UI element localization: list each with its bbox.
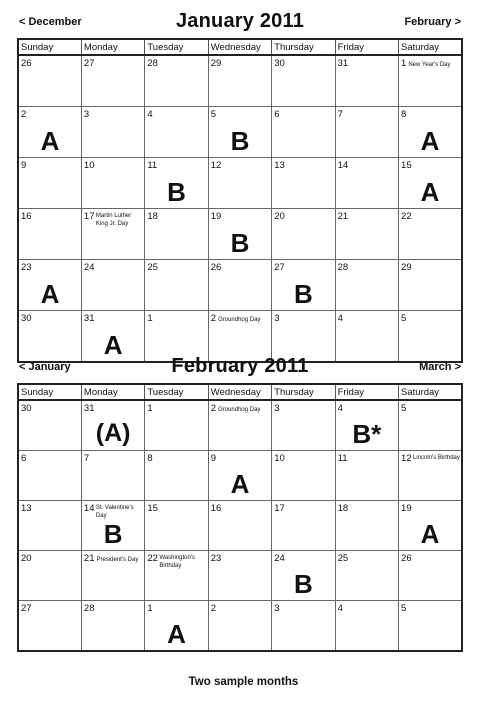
day-number (147, 160, 157, 171)
day-number-text: 27 (274, 262, 285, 273)
day-number (84, 553, 138, 565)
day-number-text: 21 (83, 553, 95, 564)
handwritten-mark: B (103, 519, 123, 549)
day-number (338, 603, 343, 614)
day-number-text: 19 (210, 211, 222, 222)
day-number-text: 20 (274, 211, 285, 222)
day-number-text: 17 (274, 503, 285, 514)
day-number-text: 2 (210, 403, 217, 414)
day-number (338, 160, 349, 171)
day-number (21, 160, 26, 171)
day-cell[interactable] (399, 107, 462, 158)
day-cell[interactable] (81, 209, 144, 260)
day-number (147, 58, 158, 69)
day-number-text: 25 (147, 262, 158, 273)
day-cell[interactable] (81, 501, 144, 551)
weekday-header-row (18, 384, 462, 400)
day-number-text: 16 (210, 503, 222, 514)
day-number (21, 211, 32, 222)
day-number (274, 109, 279, 120)
day-number-text: 30 (274, 58, 285, 69)
day-number (401, 211, 412, 222)
day-number-text: 18 (337, 503, 349, 514)
day-number-text: 26 (401, 553, 412, 564)
day-cell[interactable] (399, 400, 462, 451)
calendar-grid (17, 383, 463, 652)
day-cell[interactable] (145, 451, 208, 501)
handwritten-mark: A (167, 619, 186, 649)
weekday-label: Friday (335, 384, 398, 400)
day-cell[interactable] (145, 55, 208, 107)
weekday-header-row (18, 39, 462, 55)
next-month-link[interactable]: February > (404, 16, 461, 28)
day-cell[interactable] (399, 451, 462, 501)
day-number (338, 503, 349, 514)
day-number (147, 109, 152, 120)
day-cell[interactable] (208, 107, 271, 158)
day-cell[interactable] (272, 501, 335, 551)
day-number (401, 160, 412, 171)
day-number (84, 453, 89, 464)
day-number-text: 19 (401, 503, 412, 514)
day-number-text: 7 (83, 453, 90, 464)
day-number (338, 453, 348, 464)
weekday-label: Wednesday (208, 384, 271, 400)
weekday-label: Saturday (399, 384, 462, 400)
day-number-text: 4 (337, 603, 343, 614)
day-number-text: 6 (21, 453, 27, 464)
holiday-label: St. Valentine's Day (95, 505, 134, 519)
day-number-text: 5 (401, 313, 407, 324)
day-number (211, 109, 216, 120)
day-number (211, 262, 222, 273)
day-number (21, 453, 26, 464)
week-row (18, 209, 462, 260)
day-number-text: 20 (21, 553, 32, 564)
handwritten-mark: A (420, 177, 440, 207)
day-number-text: 29 (210, 58, 222, 69)
handwritten-mark: B (294, 569, 313, 599)
day-cell[interactable] (335, 260, 398, 311)
holiday-label: President's Day (96, 557, 139, 563)
day-number (211, 211, 222, 222)
day-number-text: 5 (401, 403, 407, 414)
day-number (401, 403, 406, 414)
day-cell[interactable] (335, 209, 398, 260)
day-number-text: 31 (83, 313, 95, 324)
day-number (21, 503, 32, 514)
day-number (211, 313, 261, 325)
day-number-text: 16 (21, 211, 32, 222)
day-number (211, 58, 222, 69)
day-number (274, 58, 285, 69)
day-cell[interactable] (18, 400, 81, 451)
day-cell[interactable] (272, 209, 335, 260)
prev-month-link[interactable]: < January (19, 361, 71, 373)
day-number (21, 109, 26, 120)
day-number-text: 31 (83, 403, 95, 414)
day-number (21, 58, 32, 69)
calendar-header (17, 355, 463, 383)
weekday-label: Wednesday (208, 39, 271, 55)
day-number (21, 403, 32, 414)
day-number-text: 4 (147, 109, 153, 120)
weekday-label: Thursday (272, 39, 335, 55)
day-cell[interactable] (81, 551, 144, 601)
day-cell[interactable] (18, 551, 81, 601)
holiday-label: Washington's Birthday (159, 555, 195, 569)
day-number-text: 1 (147, 603, 153, 614)
day-number-text: 2 (210, 313, 217, 324)
day-number (211, 603, 216, 614)
day-number-text: 5 (210, 109, 217, 120)
day-number-text: 6 (274, 109, 280, 120)
day-number-text: 30 (21, 313, 32, 324)
month-title: January 2011 (175, 10, 305, 32)
day-number (84, 603, 95, 614)
day-cell[interactable] (399, 551, 462, 601)
handwritten-mark: B (230, 126, 250, 156)
week-row (18, 107, 462, 158)
day-number-text: 13 (21, 503, 32, 514)
day-number-text: 23 (21, 262, 32, 273)
day-number-text: 28 (147, 58, 158, 69)
handwritten-mark: A (40, 279, 60, 309)
day-number-text: 28 (83, 603, 95, 614)
day-number (338, 58, 349, 69)
handwritten-mark: A (420, 126, 440, 156)
day-cell[interactable] (81, 158, 144, 209)
day-cell[interactable] (145, 601, 208, 652)
day-cell[interactable] (272, 158, 335, 209)
week-row (18, 55, 462, 107)
week-row (18, 260, 462, 311)
day-number (147, 211, 158, 222)
day-number (274, 603, 279, 614)
weekday-label: Saturday (399, 39, 462, 55)
day-cell[interactable] (208, 601, 271, 652)
day-number-text: 12 (210, 160, 222, 171)
day-cell[interactable] (272, 551, 335, 601)
handwritten-mark: B (230, 228, 250, 258)
month-title: February 2011 (171, 355, 309, 377)
day-number-text: 15 (401, 160, 412, 171)
day-number (211, 453, 216, 464)
day-cell[interactable] (399, 209, 462, 260)
day-cell[interactable] (145, 107, 208, 158)
day-cell[interactable] (335, 400, 398, 451)
day-cell[interactable] (208, 55, 271, 107)
week-row (18, 400, 462, 451)
handwritten-mark: A (230, 469, 250, 499)
day-cell[interactable] (335, 158, 398, 209)
day-number-text: 1 (147, 313, 153, 324)
day-number-text: 18 (147, 211, 158, 222)
day-number-text: 29 (401, 262, 412, 273)
day-cell[interactable] (81, 400, 144, 451)
day-cell[interactable] (272, 55, 335, 107)
day-cell[interactable] (335, 55, 398, 107)
day-number-text: 10 (83, 160, 95, 171)
day-number-text: 7 (337, 109, 343, 120)
day-number-text: 8 (401, 109, 407, 120)
day-number-text: 3 (274, 603, 280, 614)
day-cell[interactable] (145, 209, 208, 260)
handwritten-mark: A (40, 126, 60, 156)
day-number-text: 21 (337, 211, 349, 222)
day-cell[interactable] (18, 107, 81, 158)
day-number-text: 25 (337, 553, 349, 564)
day-number (274, 313, 279, 324)
handwritten-mark: A (103, 330, 123, 360)
handwritten-mark: B (294, 279, 313, 309)
day-number (401, 313, 406, 324)
day-number-text: 22 (401, 211, 412, 222)
day-number-text: 26 (210, 262, 222, 273)
handwritten-mark: A (420, 519, 440, 549)
day-number-text: 3 (83, 109, 90, 120)
day-number (338, 553, 349, 564)
day-cell[interactable] (335, 601, 398, 652)
day-cell[interactable] (18, 451, 81, 501)
day-number-text: 2 (210, 603, 217, 614)
calendar-header (17, 10, 463, 38)
day-number-text: 24 (274, 553, 285, 564)
day-number (147, 503, 158, 514)
day-cell[interactable] (81, 55, 144, 107)
day-cell[interactable] (145, 260, 208, 311)
day-number-text: 4 (337, 313, 343, 324)
day-cell[interactable] (335, 451, 398, 501)
day-cell[interactable] (145, 400, 208, 451)
day-number (338, 313, 343, 324)
day-number (401, 262, 412, 273)
day-number (84, 160, 95, 171)
day-cell[interactable] (145, 501, 208, 551)
day-cell[interactable] (18, 55, 81, 107)
day-cell[interactable] (272, 601, 335, 652)
weekday-label: Monday (81, 39, 144, 55)
day-number (21, 262, 32, 273)
day-number (147, 403, 152, 414)
day-number (21, 313, 32, 324)
day-cell[interactable] (145, 158, 208, 209)
day-cell[interactable] (81, 260, 144, 311)
week-row (18, 501, 462, 551)
day-number (211, 553, 222, 564)
figure-caption: Two sample months (188, 676, 299, 688)
day-number-text: 31 (337, 58, 349, 69)
day-number-text: 23 (210, 553, 222, 564)
weekday-label: Thursday (272, 384, 335, 400)
day-number (147, 603, 152, 614)
day-number (274, 160, 285, 171)
day-number-text: 13 (274, 160, 285, 171)
weekday-label: Friday (335, 39, 398, 55)
day-number (338, 262, 349, 273)
day-cell[interactable] (18, 209, 81, 260)
day-number (274, 453, 285, 464)
day-cell[interactable] (18, 260, 81, 311)
day-number-text: 11 (147, 160, 158, 171)
day-number (21, 553, 32, 564)
day-cell[interactable] (272, 451, 335, 501)
holiday-label: Martin Luther King Jr. Day (95, 213, 132, 227)
day-number-text: 26 (21, 58, 32, 69)
day-number (274, 403, 279, 414)
day-number (401, 603, 406, 614)
day-number-text: 24 (83, 262, 95, 273)
day-number-text: 1 (147, 403, 153, 414)
day-number (401, 453, 412, 464)
day-number (84, 109, 89, 120)
day-number-text: 9 (21, 160, 27, 171)
day-number (211, 403, 261, 415)
day-number (274, 211, 285, 222)
weekday-label: Tuesday (145, 384, 208, 400)
weekday-label: Sunday (18, 384, 81, 400)
week-row (18, 158, 462, 209)
weekday-label: Monday (81, 384, 144, 400)
day-number (147, 553, 158, 564)
day-number (21, 603, 32, 614)
day-number (84, 503, 95, 514)
day-number-text: 3 (274, 313, 280, 324)
day-number (274, 262, 285, 273)
day-number-text: 30 (21, 403, 32, 414)
day-number-text: 10 (274, 453, 285, 464)
week-row (18, 451, 462, 501)
day-cell[interactable] (18, 158, 81, 209)
handwritten-mark: B (167, 177, 186, 207)
day-number-text: 15 (147, 503, 158, 514)
day-number-text: 9 (210, 453, 217, 464)
day-number (84, 262, 95, 273)
day-number (401, 58, 450, 70)
day-number-text: 4 (337, 403, 343, 414)
holiday-label: Groundhog Day (218, 407, 261, 413)
calendar-grid (17, 38, 463, 363)
calendar-february (17, 355, 463, 652)
day-cell[interactable] (335, 501, 398, 551)
weekday-label: Sunday (18, 39, 81, 55)
day-cell[interactable] (399, 260, 462, 311)
day-number-text: 14 (337, 160, 349, 171)
day-cell[interactable] (208, 501, 271, 551)
day-cell[interactable] (208, 400, 271, 451)
day-number (401, 109, 406, 120)
day-cell[interactable] (18, 601, 81, 652)
day-number-text: 8 (147, 453, 153, 464)
holiday-label: New Year's Day (408, 62, 451, 68)
day-cell[interactable] (208, 551, 271, 601)
day-cell[interactable] (18, 501, 81, 551)
day-number-text: 17 (83, 211, 95, 222)
day-cell[interactable] (81, 107, 144, 158)
day-cell[interactable] (208, 209, 271, 260)
next-month-link[interactable]: March > (419, 361, 461, 373)
day-cell[interactable] (335, 107, 398, 158)
day-number (84, 403, 95, 414)
day-number-text: 3 (274, 403, 280, 414)
handwritten-mark: (A) (95, 419, 131, 447)
calendar-january (17, 10, 463, 363)
day-number-text: 12 (401, 453, 412, 464)
week-row (18, 551, 462, 601)
day-number (211, 503, 222, 514)
holiday-label: Lincoln's Birthday (413, 455, 460, 461)
day-number-text: 14 (83, 503, 95, 514)
day-cell[interactable] (399, 601, 462, 652)
prev-month-link[interactable]: < December (19, 16, 82, 28)
holiday-label: Groundhog Day (218, 317, 261, 323)
day-cell[interactable] (399, 501, 462, 551)
day-cell[interactable] (272, 260, 335, 311)
day-number (401, 503, 412, 514)
day-cell[interactable] (335, 551, 398, 601)
day-number-text: 5 (401, 603, 407, 614)
day-number-text: 1 (401, 58, 407, 69)
day-cell[interactable] (145, 551, 208, 601)
day-number-text: 22 (147, 553, 158, 564)
day-cell[interactable] (272, 107, 335, 158)
weekday-label: Tuesday (145, 39, 208, 55)
day-cell[interactable] (272, 400, 335, 451)
handwritten-mark: B* (352, 419, 382, 449)
day-number-text: 28 (337, 262, 349, 273)
day-cell[interactable] (399, 158, 462, 209)
day-number (401, 553, 412, 564)
week-row (18, 601, 462, 652)
day-cell[interactable] (399, 55, 462, 107)
day-number (147, 262, 158, 273)
day-number (274, 553, 285, 564)
day-number (84, 313, 95, 324)
day-number (147, 313, 152, 324)
day-number (84, 211, 95, 222)
day-cell[interactable] (208, 260, 271, 311)
day-number-text: 27 (21, 603, 32, 614)
day-cell[interactable] (208, 451, 271, 501)
day-number (338, 403, 343, 414)
day-number-text: 27 (83, 58, 95, 69)
day-number (211, 160, 222, 171)
day-number (338, 211, 349, 222)
day-number-text: 11 (337, 453, 348, 464)
day-number (84, 58, 95, 69)
day-cell[interactable] (81, 601, 144, 652)
day-cell[interactable] (81, 451, 144, 501)
day-number (147, 453, 152, 464)
day-number (274, 503, 285, 514)
day-cell[interactable] (208, 158, 271, 209)
day-number-text: 2 (21, 109, 27, 120)
day-number (338, 109, 343, 120)
